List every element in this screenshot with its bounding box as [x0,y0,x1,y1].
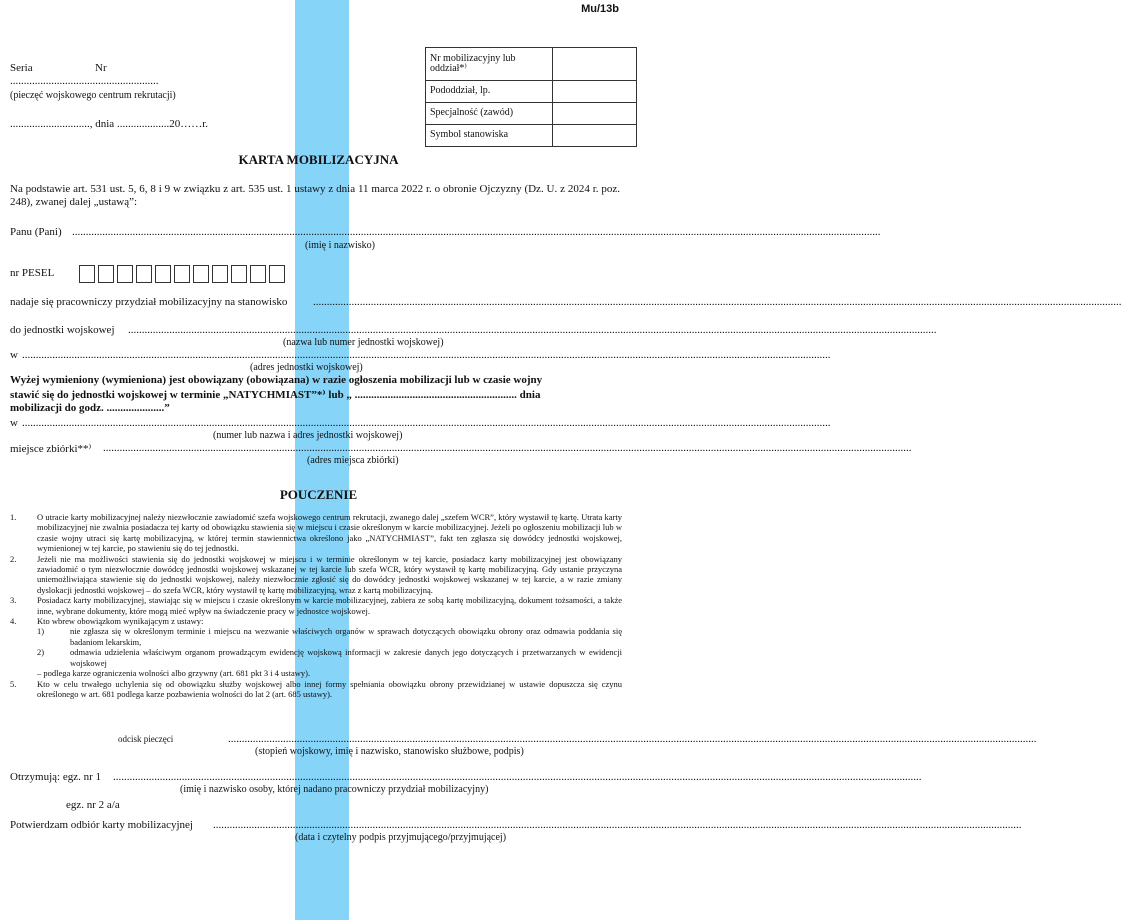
info-table [425,47,637,147]
pesel-boxes[interactable] [79,265,285,283]
stamp-caption: (pieczęć wojskowego centrum rekrutacji) [10,90,176,101]
item-text: O utracie karty mobilizacyjnej należy niezwłocznie zawiadomić szefa wojskowego centrum rekrutacji, zwanego dalej „szefem WCR”, który wystawił tę kartę. Utrata karty mobilizacyjnej nie zwalnia posiadacza tej karty od obowiązku stawienia się w miejscu i czasie określonym w karcie mobilizacyjnej. Jeżeli po ogłoszeniu mobilizacji lub w czasie wojny utraci się kartę mobilizacyjną, w której termin stawiennictwa określono jako „NATYCHMIAST”, fakt ten zgłasza się dowódcy jednostki wojskowej, wymienionej w tej karcie, po stawieniu się do tej jednostki. [37,512,622,554]
item-text: Jeżeli nie ma możliwości stawienia się do jednostki wojskowej w miejscu i w terminie określonym w tej karcie, posiadacz karty mobilizacyjnej jest obowiązany zawiadomić o tym niezwłocznie dowódcę jednostki wojskowej wskazanej w tej karcie lub szefa WCR, który wystawił tę kartę mobilizacyjną. Gdy ustanie przyczyna uniemożliwiająca stawienie się do jednostki wojskowej, należy niezwłocznie zgłosić się do dowódcy jednostki wojskowej wskazanej w tej karcie, a w razie zmiany dyslokacji jednostki wojskowej – do szefa WCR, który wystawił tę kartę mobilizacyjną, wraz z kartą mobilizacyjną. [37,553,622,595]
list-subitem [10,626,622,647]
item-number: 1. [10,512,17,522]
w-field[interactable]: ...................................................................................................................................................................................................................................................................................................... [22,349,831,361]
list-item [10,616,622,626]
date-line: ............................., dnia ...................20……r. [10,118,208,130]
w-label: w [10,349,18,361]
adres-caption: (adres jednostki wojskowej) [250,362,363,373]
subitem-number: 1) [37,626,45,637]
page-title: KARTA MOBILIZACYJNA [238,152,399,167]
item-text: – podlega karze ograniczenia wolności albo grzywny (art. 681 pkt 3 i 4 ustawy). [37,668,311,679]
list-item [10,595,622,616]
potwierdzam-caption: (data i czytelny podpis przyjmującego/przyjmującej) [295,832,507,843]
pesel-digit-box[interactable] [269,265,285,283]
info-value[interactable] [552,48,636,81]
subitem-text: odmawia udzielenia właściwym organom prowadzącym ewidencję wojskową informacji w zakresie danych jego dotyczących i przetwarzanych w ewidencji wojskowej [70,647,622,668]
w2-field[interactable]: ...................................................................................................................................................................................................................................................................................................... [22,417,831,429]
pesel-digit-box[interactable] [174,265,190,283]
otrzymuja-field[interactable]: ...................................................................................................................................................................................................................................................................................................... [113,771,922,783]
przydzial-label: nadaje się pracowniczy przydział mobilizacyjny na stanowisko [10,296,288,308]
item-number: 3. [10,595,17,606]
signature-caption: (stopień wojskowy, imię i nazwisko, stanowisko służbowe, podpis) [255,746,524,757]
pesel-digit-box[interactable] [231,265,247,283]
pesel-digit-box[interactable] [250,265,266,283]
jednostka-label: do jednostki wojskowej [10,324,115,336]
potwierdzam-label: Potwierdzam odbiór karty mobilizacyjnej [10,819,193,831]
info-row [426,81,637,103]
zbiorki-label: miejsce zbiórki**⁾ [10,443,92,455]
egz2-label: egz. nr 2 a/a [66,799,120,811]
otrzymuja-label: Otrzymują: egz. nr 1 [10,771,102,783]
pouczenie-title: POUCZENIE [279,487,358,502]
signature-field[interactable]: ...................................................................................................................................................................................................................................................................................................... [228,733,1037,745]
obligation-line-1: Wyżej wymieniony (wymieniona) jest obowiązany (obowiązana) w razie ogłoszenia mobilizacji lub w czasie wojny [10,374,543,386]
info-label: Specjalność (zawód) [426,103,553,125]
otrzymuja-caption: (imię i nazwisko osoby, której nadano pracowniczy przydział mobilizacyjny) [180,784,489,795]
info-row [426,103,637,125]
pesel-digit-box[interactable] [98,265,114,283]
seria-dots: ...................................................... [10,75,159,87]
info-label: Pododdział, lp. [426,81,553,103]
item-text: Kto w celu trwałego uchylenia się od obowiązku służby wojskowej albo innej formy spełniania obowiązku obrony przewidzianej w ustawie dopuszcza się czynu określonego w art. 681 podlega karze pozbawienia wolności do lat 2 (art. 685 ustawy). [37,678,622,699]
list-item [10,554,622,596]
list-item [10,679,622,700]
obligation-line-2: stawić się do jednostki wojskowej w terminie „NATYCHMIAST”*⁾ lub „ ........................................................... dnia [10,389,541,401]
w2-caption: (numer lub nazwa i adres jednostki wojskowej) [213,430,403,441]
seria-label: Seria [10,62,33,74]
stamp-label: odcisk pieczęci [118,734,174,744]
info-row [426,48,637,81]
nr-label: Nr [95,62,107,74]
list-item-tail [10,668,622,678]
item-number: 4. [10,616,17,627]
info-value[interactable] [552,103,636,125]
pesel-digit-box[interactable] [155,265,171,283]
pesel-digit-box[interactable] [193,265,209,283]
info-value[interactable] [552,81,636,103]
pesel-digit-box[interactable] [212,265,228,283]
pesel-digit-box[interactable] [136,265,152,283]
w2-label: w [10,417,18,429]
przydzial-field[interactable]: ...................................................................................................................................................................................................................................................................................................... [313,296,1122,308]
item-number: 5. [10,678,17,689]
item-text: Kto wbrew obowiązkom wynikającym z ustawy: [37,616,204,627]
item-text: Posiadacz karty mobilizacyjnej, stawiając się w miejscu i czasie określonym w karcie mobilizacyjnej, zabiera ze sobą kartę mobilizacyjną, dokument tożsamości, a także inne, wybrane dokumenty, które mogą mieć wpływ na świadczenie pracy w jednostce wojskowej. [37,595,622,616]
potwierdzam-field[interactable]: ...................................................................................................................................................................................................................................................................................................... [213,819,1022,831]
intro-text: Na podstawie art. 531 ust. 5, 6, 8 i 9 w związku z art. 535 ust. 1 ustawy z dnia 11 marca 2022 r. o obronie Ojczyzny (Dz. U. z 2024 r. poz. 248), zwanej dalej „ustawą”: [10,183,620,208]
pesel-label: nr PESEL [10,267,55,279]
subitem-number: 2) [37,647,45,658]
item-number: 2. [10,553,17,564]
jednostka-caption: (nazwa lub numer jednostki wojskowej) [283,337,444,348]
jednostka-field[interactable]: ...................................................................................................................................................................................................................................................................................................... [128,324,937,336]
info-row [426,125,637,147]
panu-caption: (imię i nazwisko) [305,240,375,251]
list-subitem [10,647,622,668]
obligation-line-3: mobilizacji do godz. .....................” [10,402,170,414]
panu-field[interactable]: ...................................................................................................................................................................................................................................................................................................... [72,226,881,238]
list-item [10,512,622,554]
panu-label: Panu (Pani) [10,226,62,238]
info-label: Nr mobilizacyjny lub oddział*⁾ [426,48,553,81]
info-label: Symbol stanowiska [426,125,553,147]
pesel-digit-box[interactable] [117,265,133,283]
pouczenie-list [10,512,622,699]
zbiorki-field[interactable]: ...................................................................................................................................................................................................................................................................................................... [103,442,912,454]
info-value[interactable] [552,125,636,147]
pesel-digit-box[interactable] [79,265,95,283]
zbiorki-caption: (adres miejsca zbiórki) [307,455,399,466]
subitem-text: nie zgłasza się w określonym terminie i miejscu na wezwanie właściwych organów w sprawach dotyczących obowiązku obrony oraz odmawia poddania się badaniom lekarskim, [70,626,622,647]
form-code: Mu/13b [581,3,619,15]
